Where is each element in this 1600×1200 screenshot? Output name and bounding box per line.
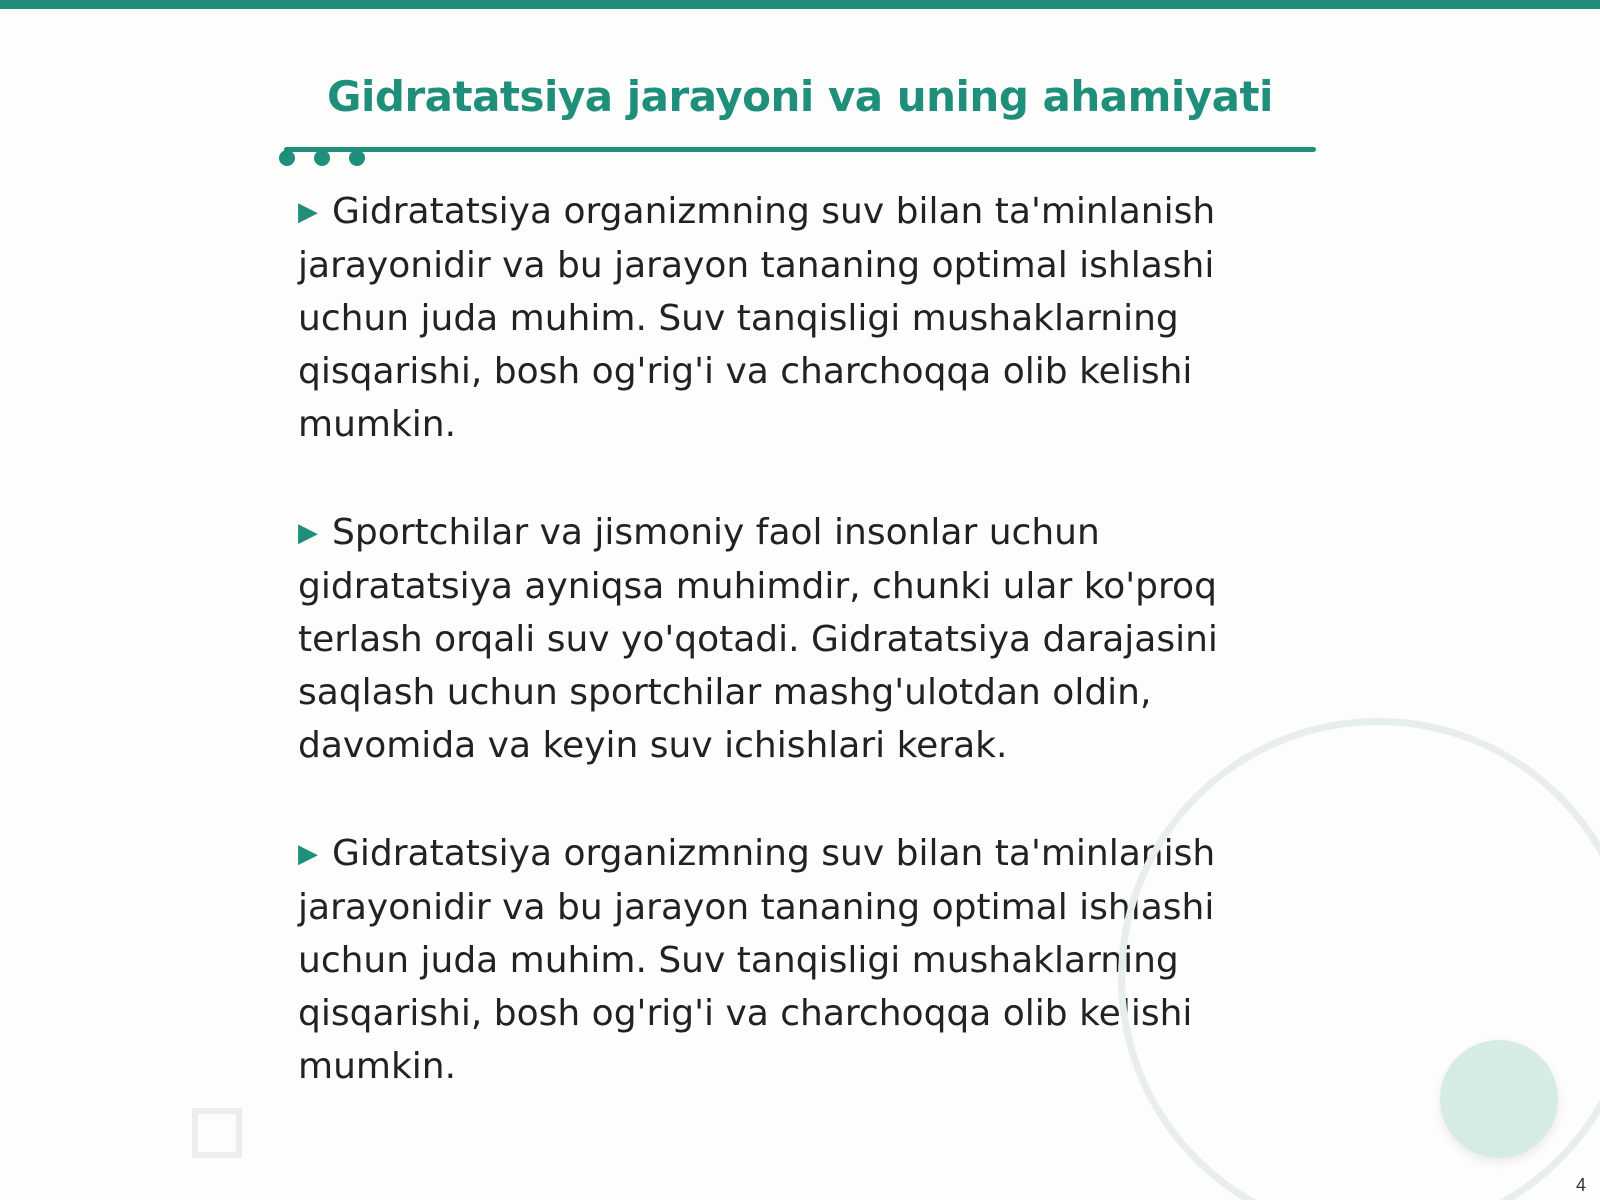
triangle-bullet-icon: ▶ [298,197,318,227]
bullet-text: Gidratatsiya organizmning suv bilan ta'minlanish jarayonidir va bu jarayon tananing optimal ishlashi uchun juda muhim. Suv tanqisligi mushaklarning qisqarishi, bosh og'rig'i va charchoqqa olib kelishi mumkin. [298,191,1216,445]
slide-title: Gidratatsiya jarayoni va uning ahamiyati [327,72,1273,121]
bullet-list [298,185,1238,1148]
underline-dot [279,150,295,166]
triangle-bullet-icon: ▶ [298,518,318,548]
top-accent-bar [0,0,1600,9]
bullet-item [298,185,1238,451]
underline-dot [314,150,330,166]
bullet-text: Gidratatsiya organizmning suv bilan ta'minlanish jarayonidir va bu jarayon tananing optimal ishlashi uchun juda muhim. Suv tanqisligi mushaklarning qisqarishi, bosh og'rig'i va charchoqqa olib kelishi mumkin. [298,833,1216,1087]
bullet-text: Sportchilar va jismoniy faol insonlar uchun gidratatsiya ayniqsa muhimdir, chunki ular ko'proq terlash orqali suv yo'qotadi. Gidratatsiya darajasini saqlash uchun sportchilar mashg'ulotdan oldin, davomida va keyin suv ichishlari kerak. [298,512,1218,766]
triangle-bullet-icon: ▶ [298,839,318,869]
underline-dot [349,150,365,166]
decorative-square [192,1108,242,1158]
bullet-item [298,827,1238,1093]
title-underline [284,147,1316,152]
decorative-circle [1440,1040,1558,1158]
bullet-item [298,506,1238,772]
page-number: 4 [1575,1175,1586,1195]
